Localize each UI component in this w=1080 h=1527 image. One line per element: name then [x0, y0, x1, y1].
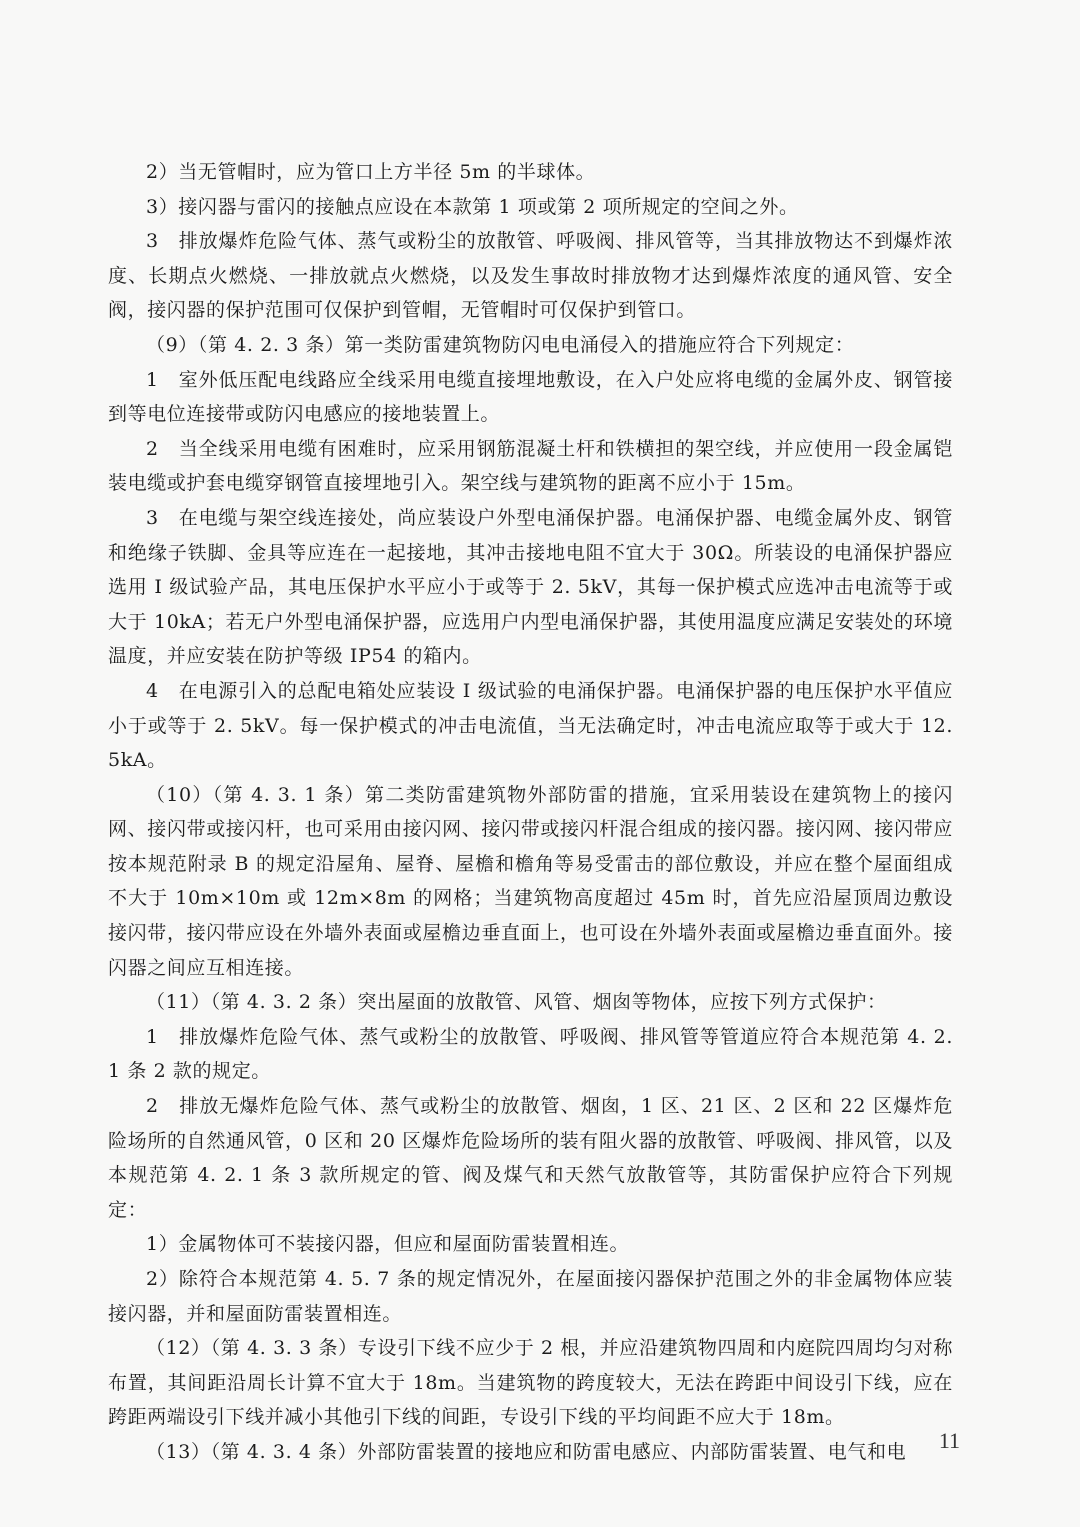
paragraph: （10）（第 4. 3. 1 条）第二类防雷建筑物外部防雷的措施，宜采用装设在建筑物上的接闪网、接闪带或接闪杆，也可采用由接闪网、接闪带或接闪杆混合组成的接闪器。接闪网、接闪带应按本规范附录 B 的规定沿屋角、屋脊、屋檐和檐角等易受雷击的部位敷设，并应在整个屋面组成不大于 10m×10m 或 12m×8m 的网格；当建筑物高度超过 45m 时，首先应沿屋顶周边敷设接闪带，接闪带应设在外墙外表面或屋檐边垂直面上，也可设在外墙外表面或屋檐边垂直面外。接闪器之间应互相连接。: [108, 783, 953, 979]
paragraph: 3 在电缆与架空线连接处，尚应装设户外型电涌保护器。电涌保护器、电缆金属外皮、钢管和绝缘子铁脚、金具等应连在一起接地，其冲击接地电阻不宜大于 30Ω。所装设的电涌保护器应选用 Ⅰ 级试验产品，其电压保护水平应小于或等于 2. 5kV，其每一保护模式应选冲击电流等于或大于 10kA；若无户外型电涌保护器，应选用户内型电涌保护器，其使用温度应满足安装处的环境温度，并应安装在防护等级 IP54 的箱内。: [108, 506, 953, 668]
paragraph: （13）（第 4. 3. 4 条）外部防雷装置的接地应和防雷电感应、内部防雷装置、电气和电: [146, 1440, 907, 1463]
page-number: 11: [938, 1428, 960, 1453]
paragraph: 1 室外低压配电线路应全线采用电缆直接埋地敷设，在入户处应将电缆的金属外皮、钢管接到等电位连接带或防闪电感应的接地装置上。: [108, 368, 953, 426]
paragraph: （12）（第 4. 3. 3 条）专设引下线不应少于 2 根，并应沿建筑物四周和内庭院四周均匀对称布置，其间距沿周长计算不宜大于 18m。当建筑物的跨度较大，无法在跨距中间设引下线，应在跨距两端设引下线并减小其他引下线的间距，专设引下线的平均间距不应大于 18m。: [108, 1337, 953, 1429]
paragraph: 2）当无管帽时，应为管口上方半径 5m 的半球体。: [146, 161, 596, 183]
paragraph: 2 排放无爆炸危险气体、蒸气或粉尘的放散管、烟囱，1 区、21 区、2 区和 22 区爆炸危险场所的自然通风管，0 区和 20 区爆炸危险场所的装有阻火器的放散管、呼吸阀、排风管，以及本规范第 4. 2. 1 条 3 款所规定的管、阀及煤气和天然气放散管等，其防雷保护应符合下列规定：: [108, 1095, 953, 1221]
paragraph: 2）除符合本规范第 4. 5. 7 条的规定情况外，在屋面接闪器保护范围之外的非金属物体应装接闪器，并和屋面防雷装置相连。: [108, 1268, 953, 1325]
paragraph: 3）接闪器与雷闪的接触点应设在本款第 1 项或第 2 项所规定的空间之外。: [146, 195, 799, 218]
paragraph: 3 排放爆炸危险气体、蒸气或粉尘的放散管、呼吸阀、排风管等，当其排放物达不到爆炸浓度、长期点火燃烧、一排放就点火燃烧，以及发生事故时排放物才达到爆炸浓度的通风管、安全阀，接闪器的保护范围可仅保护到管帽，无管帽时可仅保护到管口。: [108, 230, 953, 322]
paragraph: （11）（第 4. 3. 2 条）突出屋面的放散管、风管、烟囱等物体，应按下列方式保护：: [146, 991, 887, 1014]
paragraph: 1）金属物体可不装接闪器，但应和屋面防雷装置相连。: [146, 1233, 630, 1256]
paragraph: （9）（第 4. 2. 3 条）第一类防雷建筑物防闪电电涌侵入的措施应符合下列规定：: [146, 333, 855, 356]
paragraph: 1 排放爆炸危险气体、蒸气或粉尘的放散管、呼吸阀、排风管等管道应符合本规范第 4. 2. 1 条 2 款的规定。: [108, 1025, 953, 1083]
paragraph: 4 在电源引入的总配电箱处应装设 Ⅰ 级试验的电涌保护器。电涌保护器的电压保护水平值应小于或等于 2. 5kV。每一保护模式的冲击电流值，当无法确定时，冲击电流应取等于或大于 12. 5kA。: [108, 679, 953, 772]
paragraph: 2 当全线采用电缆有困难时，应采用钢筋混凝土杆和铁横担的架空线，并应使用一段金属铠装电缆或护套电缆穿钢管直接埋地引入。架空线与建筑物的距离不应小于 15m。: [108, 437, 953, 495]
document-body: [108, 155, 953, 1470]
